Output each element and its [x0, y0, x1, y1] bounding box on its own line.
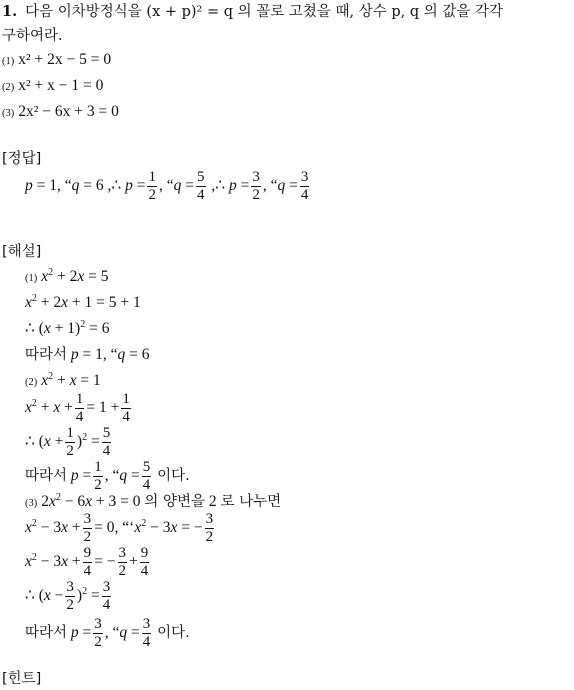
question-item-2: (2) x² + x − 1 = 0 — [2, 77, 104, 94]
answer-label: [정답] — [2, 151, 42, 167]
solution-line: 따라서 p = $\frac{1}{2}$ , “q = $\frac{5}{4}$ 이다. — [25, 458, 190, 493]
solution-line: $x^2 + 2x + 1 = 5 + 1$ — [25, 293, 141, 311]
question-item-3: (3) 2x² − 6x + 3 = 0 — [2, 103, 119, 120]
solution-line: (1) $x^2 + 2x = 5$ — [25, 267, 109, 285]
solution-line: 따라서 p = $\frac{3}{2}$ , “q = $\frac{3}{4}$ 이다. — [25, 615, 190, 650]
solution-line: $x^2 - 3x$ + $\frac{9}{4}$ = − $\frac{3}{2}$ + $\frac{9}{4}$ — [25, 544, 149, 579]
question-line-2: 구하여라. — [2, 28, 63, 44]
solution-line: $x^2 + x$ + $\frac{1}{4}$ = 1 + $\frac{1}{4}$ — [25, 390, 130, 425]
hint-label: [힌트] — [2, 671, 42, 687]
question-line-1 — [2, 3, 503, 21]
solution-line: (2) $x^2 + x = 1$ — [25, 371, 101, 389]
solution-line: ∴ (x − $\frac{3}{2}$ )$^2$ = $\frac{3}{4}$ — [25, 578, 111, 613]
question-text: 다음 이차방정식을 (x + p)² = q 의 꼴로 고쳤을 때, 상수 p, q 의 값을 각각 — [25, 4, 503, 20]
solution-line: 따라서 p = 1, “q = 6 — [25, 346, 150, 363]
solution-line: ∴ (x + $\frac{1}{2}$ )$^2$ = $\frac{5}{4}$ — [25, 424, 111, 459]
solution-label: [해설] — [2, 244, 42, 260]
solution-line: ∴ $(x + 1)^2 = 6$ — [25, 319, 110, 337]
solution-line: (3) $2x^2 - 6x + 3 = 0$ 의 양변을 2 로 나누면 — [25, 492, 282, 510]
answer-text: p = 1, “q = 6 ,∴ p = $\frac{1}{2}$ , “q = $\frac{5}{4}$ ,∴ p = $\frac{3}{2}$ , “q = $\frac{3}{4}$ — [25, 168, 309, 203]
solution-line: $x^2 - 3x$ + $\frac{3}{2}$ = 0, “‘$x^2 - 3x$ = − $\frac{3}{2}$ — [25, 510, 214, 545]
question-number: 1. — [2, 3, 18, 20]
question-item-1: (1) x² + 2x − 5 = 0 — [2, 51, 112, 68]
